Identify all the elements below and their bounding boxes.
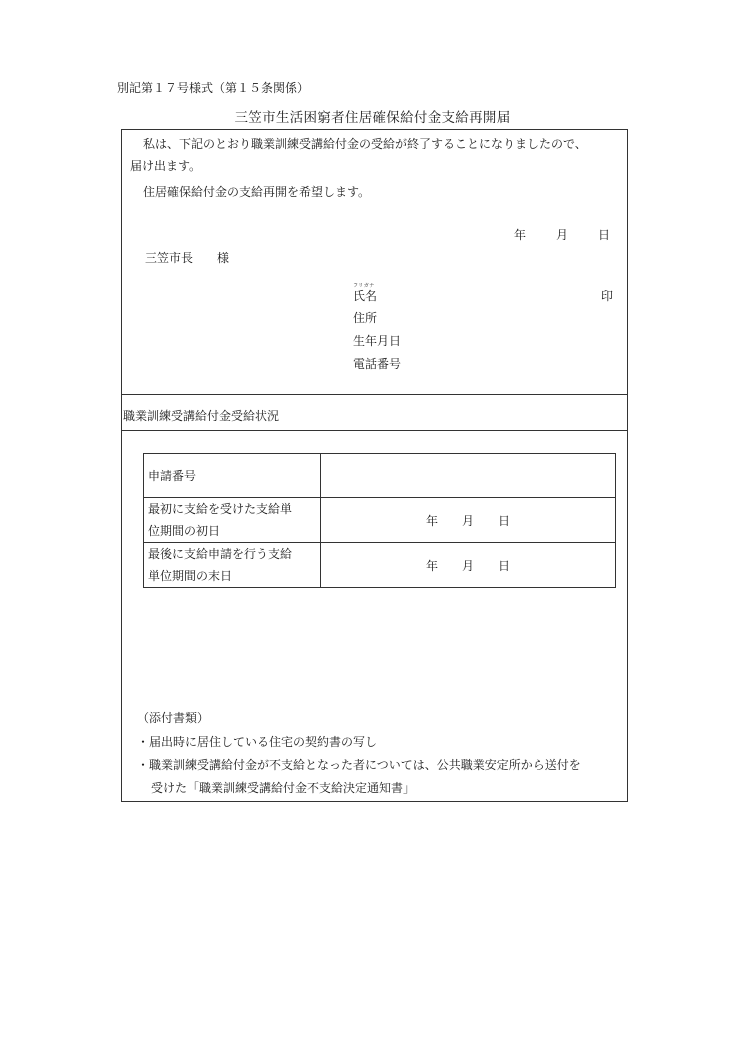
- section-label: 職業訓練受講給付金受給状況: [123, 409, 280, 423]
- addressee: 三笠市長 様: [145, 251, 230, 265]
- address-label: 住所: [353, 311, 378, 325]
- statement-line-2: 届け出ます。: [130, 159, 202, 173]
- row-label-cont: 位期間の初日: [148, 524, 221, 538]
- attachments-heading: （添付書類）: [137, 711, 210, 725]
- name-label: 氏名: [353, 289, 378, 303]
- divider-top: [122, 394, 627, 395]
- document-title: 三笠市生活困窮者住居確保給付金支給再開届: [234, 110, 511, 126]
- date-month: 月: [556, 228, 569, 242]
- table-row: [144, 454, 616, 498]
- date-day: 日: [598, 228, 611, 242]
- status-table: [143, 453, 616, 588]
- row-label: 最後に支給申請を行う支給: [148, 547, 293, 561]
- attachment-item-cont: 受けた「職業訓練受講給付金不支給決定通知書」: [151, 781, 416, 795]
- date-year: 年: [514, 228, 527, 242]
- request-statement: 住居確保給付金の支給再開を希望します。: [143, 185, 371, 199]
- table-label-cell: [144, 454, 321, 498]
- furigana-label: フリガナ: [353, 283, 375, 289]
- application-number-field[interactable]: [321, 454, 616, 498]
- first-period-date-field[interactable]: 年 月 日: [321, 498, 616, 543]
- attachment-item: ・職業訓練受講給付金が不支給となった者については、公共職業安定所から送付を: [137, 758, 581, 772]
- submission-date[interactable]: [514, 226, 610, 243]
- row-label: 申請番号: [148, 468, 197, 483]
- birthdate-label: 生年月日: [353, 334, 402, 348]
- last-period-date-field[interactable]: 年 月 日: [321, 543, 616, 588]
- table-row: [144, 498, 616, 543]
- form-number: 別記第１７号様式（第１５条関係）: [117, 81, 310, 95]
- phone-label: 電話番号: [353, 357, 402, 371]
- divider-bottom: [122, 430, 627, 431]
- statement-line-1: 私は、下記のとおり職業訓練受講給付金の受給が終了することになりましたので、: [143, 137, 587, 151]
- attachment-item: ・届出時に居住している住宅の契約書の写し: [137, 735, 378, 749]
- table-label-cell: [144, 498, 321, 543]
- row-label-cont: 単位期間の末日: [148, 569, 233, 583]
- row-label: 最初に支給を受けた支給単: [148, 502, 293, 516]
- table-row: [144, 543, 616, 588]
- table-label-cell: [144, 543, 321, 588]
- seal-mark: 印: [601, 289, 614, 303]
